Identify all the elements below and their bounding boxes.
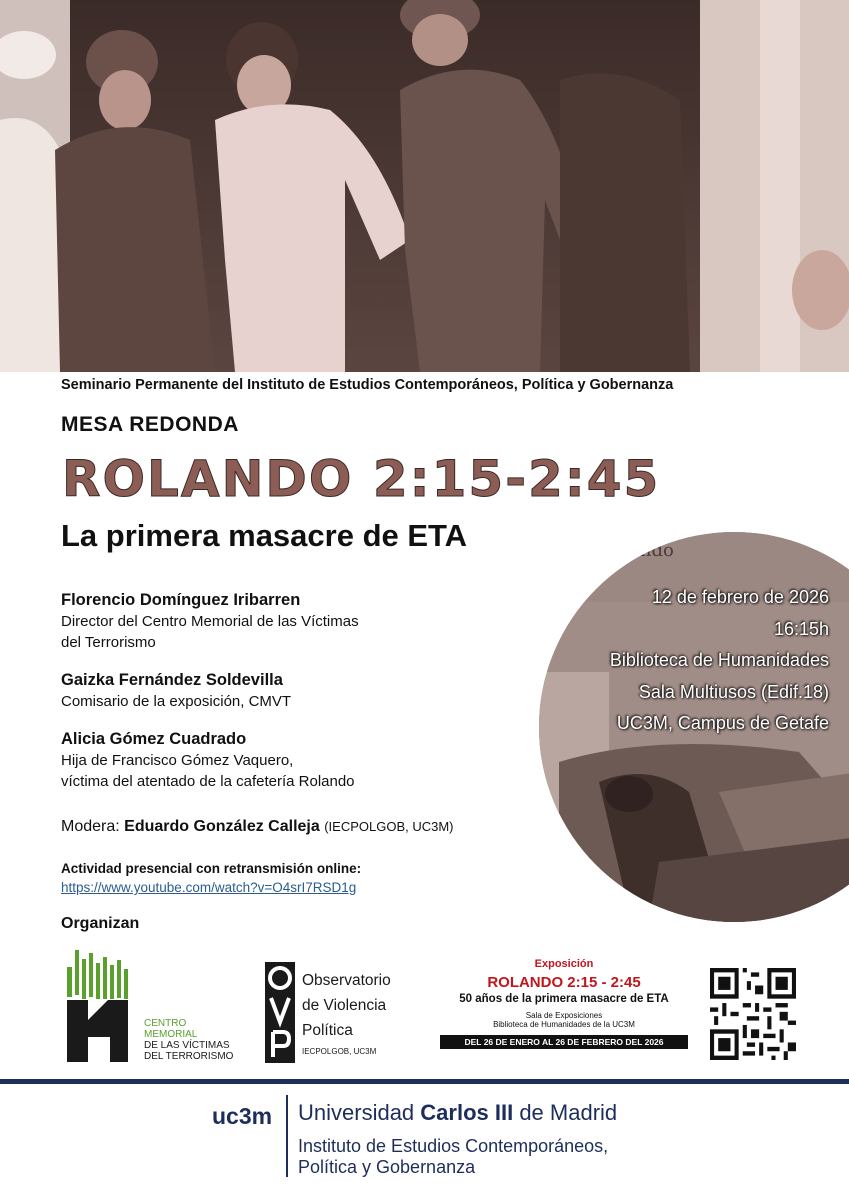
speaker-name: Florencio Domínguez Iribarren	[61, 591, 301, 609]
moderator-name: Eduardo González Calleja	[124, 818, 320, 835]
exhibition-badge	[440, 958, 688, 1068]
institute-name: Instituto de Estudios Contemporáneos,	[298, 1136, 609, 1156]
qr-code-icon	[710, 968, 796, 1060]
youtube-link[interactable]: https://www.youtube.com/watch?v=O4srI7RSD1g	[61, 880, 357, 895]
speaker-role: Director del Centro Memorial de las Víctimas	[61, 613, 359, 630]
exhibition-dates: DEL 26 DE ENERO AL 26 DE FEBRERO DEL 2026	[440, 1035, 688, 1049]
exhibition-venue: Sala de Exposiciones	[525, 1011, 603, 1020]
online-notice: Actividad presencial con retransmisión online:	[61, 861, 362, 876]
cmvt-logo	[66, 945, 241, 1065]
event-campus: UC3M, Campus de Getafe	[616, 713, 829, 733]
header-photo-scene	[0, 0, 849, 372]
organizers-label: Organizan	[61, 915, 140, 932]
moderator	[61, 818, 454, 836]
event-title: ROLANDO 2:15-2:45	[62, 450, 661, 508]
ovp-logo-mark	[265, 962, 430, 1065]
ovp-logo-text: de Violencia	[302, 997, 387, 1014]
event-time: 16:15h	[773, 618, 829, 639]
qr-code[interactable]	[710, 968, 796, 1060]
moderator-affiliation: (IECPOLGOB, UC3M)	[324, 819, 454, 834]
university-name-part: de Madrid	[513, 1100, 618, 1125]
exhibition-venue: Biblioteca de Humanidades de la UC3M	[493, 1020, 635, 1029]
cmvt-logo-text: DE LAS VÍCTIMAS	[144, 1040, 230, 1051]
event-date: 12 de febrero de 2026	[651, 587, 829, 607]
exhibition-title: ROLANDO 2:15 - 2:45	[487, 974, 641, 991]
event-room: Sala Multiusos (Edif.18)	[638, 681, 829, 702]
speaker-role: del Terrorismo	[61, 634, 156, 651]
event-place: Biblioteca de Humanidades	[609, 650, 829, 670]
speaker-3	[61, 729, 355, 792]
circle-photo-sign: Rolando	[599, 540, 674, 561]
speaker-2	[61, 670, 291, 712]
speaker-name: Alicia Gómez Cuadrado	[61, 730, 247, 748]
exhibition-label: Exposición	[534, 958, 594, 970]
ovp-logo-text: Observatorio	[302, 972, 391, 989]
header-photo	[0, 0, 849, 372]
exhibition-subtitle: 50 años de la primera masacre de ETA	[459, 993, 669, 1005]
speaker-role: Comisario de la exposición, CMVT	[61, 693, 292, 710]
university-name	[298, 1100, 617, 1126]
cmvt-logo-text: MEMORIAL	[144, 1029, 198, 1040]
cmvt-logo-mark	[66, 945, 241, 1065]
university-name-part: Universidad	[298, 1100, 421, 1125]
ovp-logo-text: Política	[302, 1022, 353, 1039]
university-name-bold: Carlos III	[420, 1100, 514, 1125]
institute-name: Política y Gobernanza	[298, 1157, 476, 1177]
cmvt-logo-text: CENTRO	[144, 1018, 187, 1029]
speaker-role: Hija de Francisco Gómez Vaquero,	[61, 752, 294, 769]
ovp-logo	[265, 962, 430, 1065]
event-details	[610, 582, 829, 740]
moderator-label: Modera:	[61, 818, 120, 835]
cmvt-logo-text: DEL TERRORISMO	[144, 1051, 234, 1062]
speaker-1	[61, 590, 359, 653]
ovp-logo-text: IECPOLGOB, UC3M	[302, 1047, 377, 1056]
uc3m-brand: uc3m	[212, 1103, 273, 1129]
speaker-role: víctima del atentado de la cafetería Rolando	[61, 773, 355, 790]
speaker-name: Gaizka Fernández Soldevilla	[61, 671, 283, 689]
event-subtitle: La primera masacre de ETA	[61, 518, 468, 553]
seminar-series-heading: Seminario Permanente del Instituto de Estudios Contemporáneos, Política y Gobernanza	[61, 377, 674, 393]
footer-divider	[286, 1095, 288, 1177]
footer-rule	[0, 1079, 849, 1084]
uc3m-footer-logo	[212, 1095, 617, 1178]
event-type: MESA REDONDA	[61, 413, 239, 436]
